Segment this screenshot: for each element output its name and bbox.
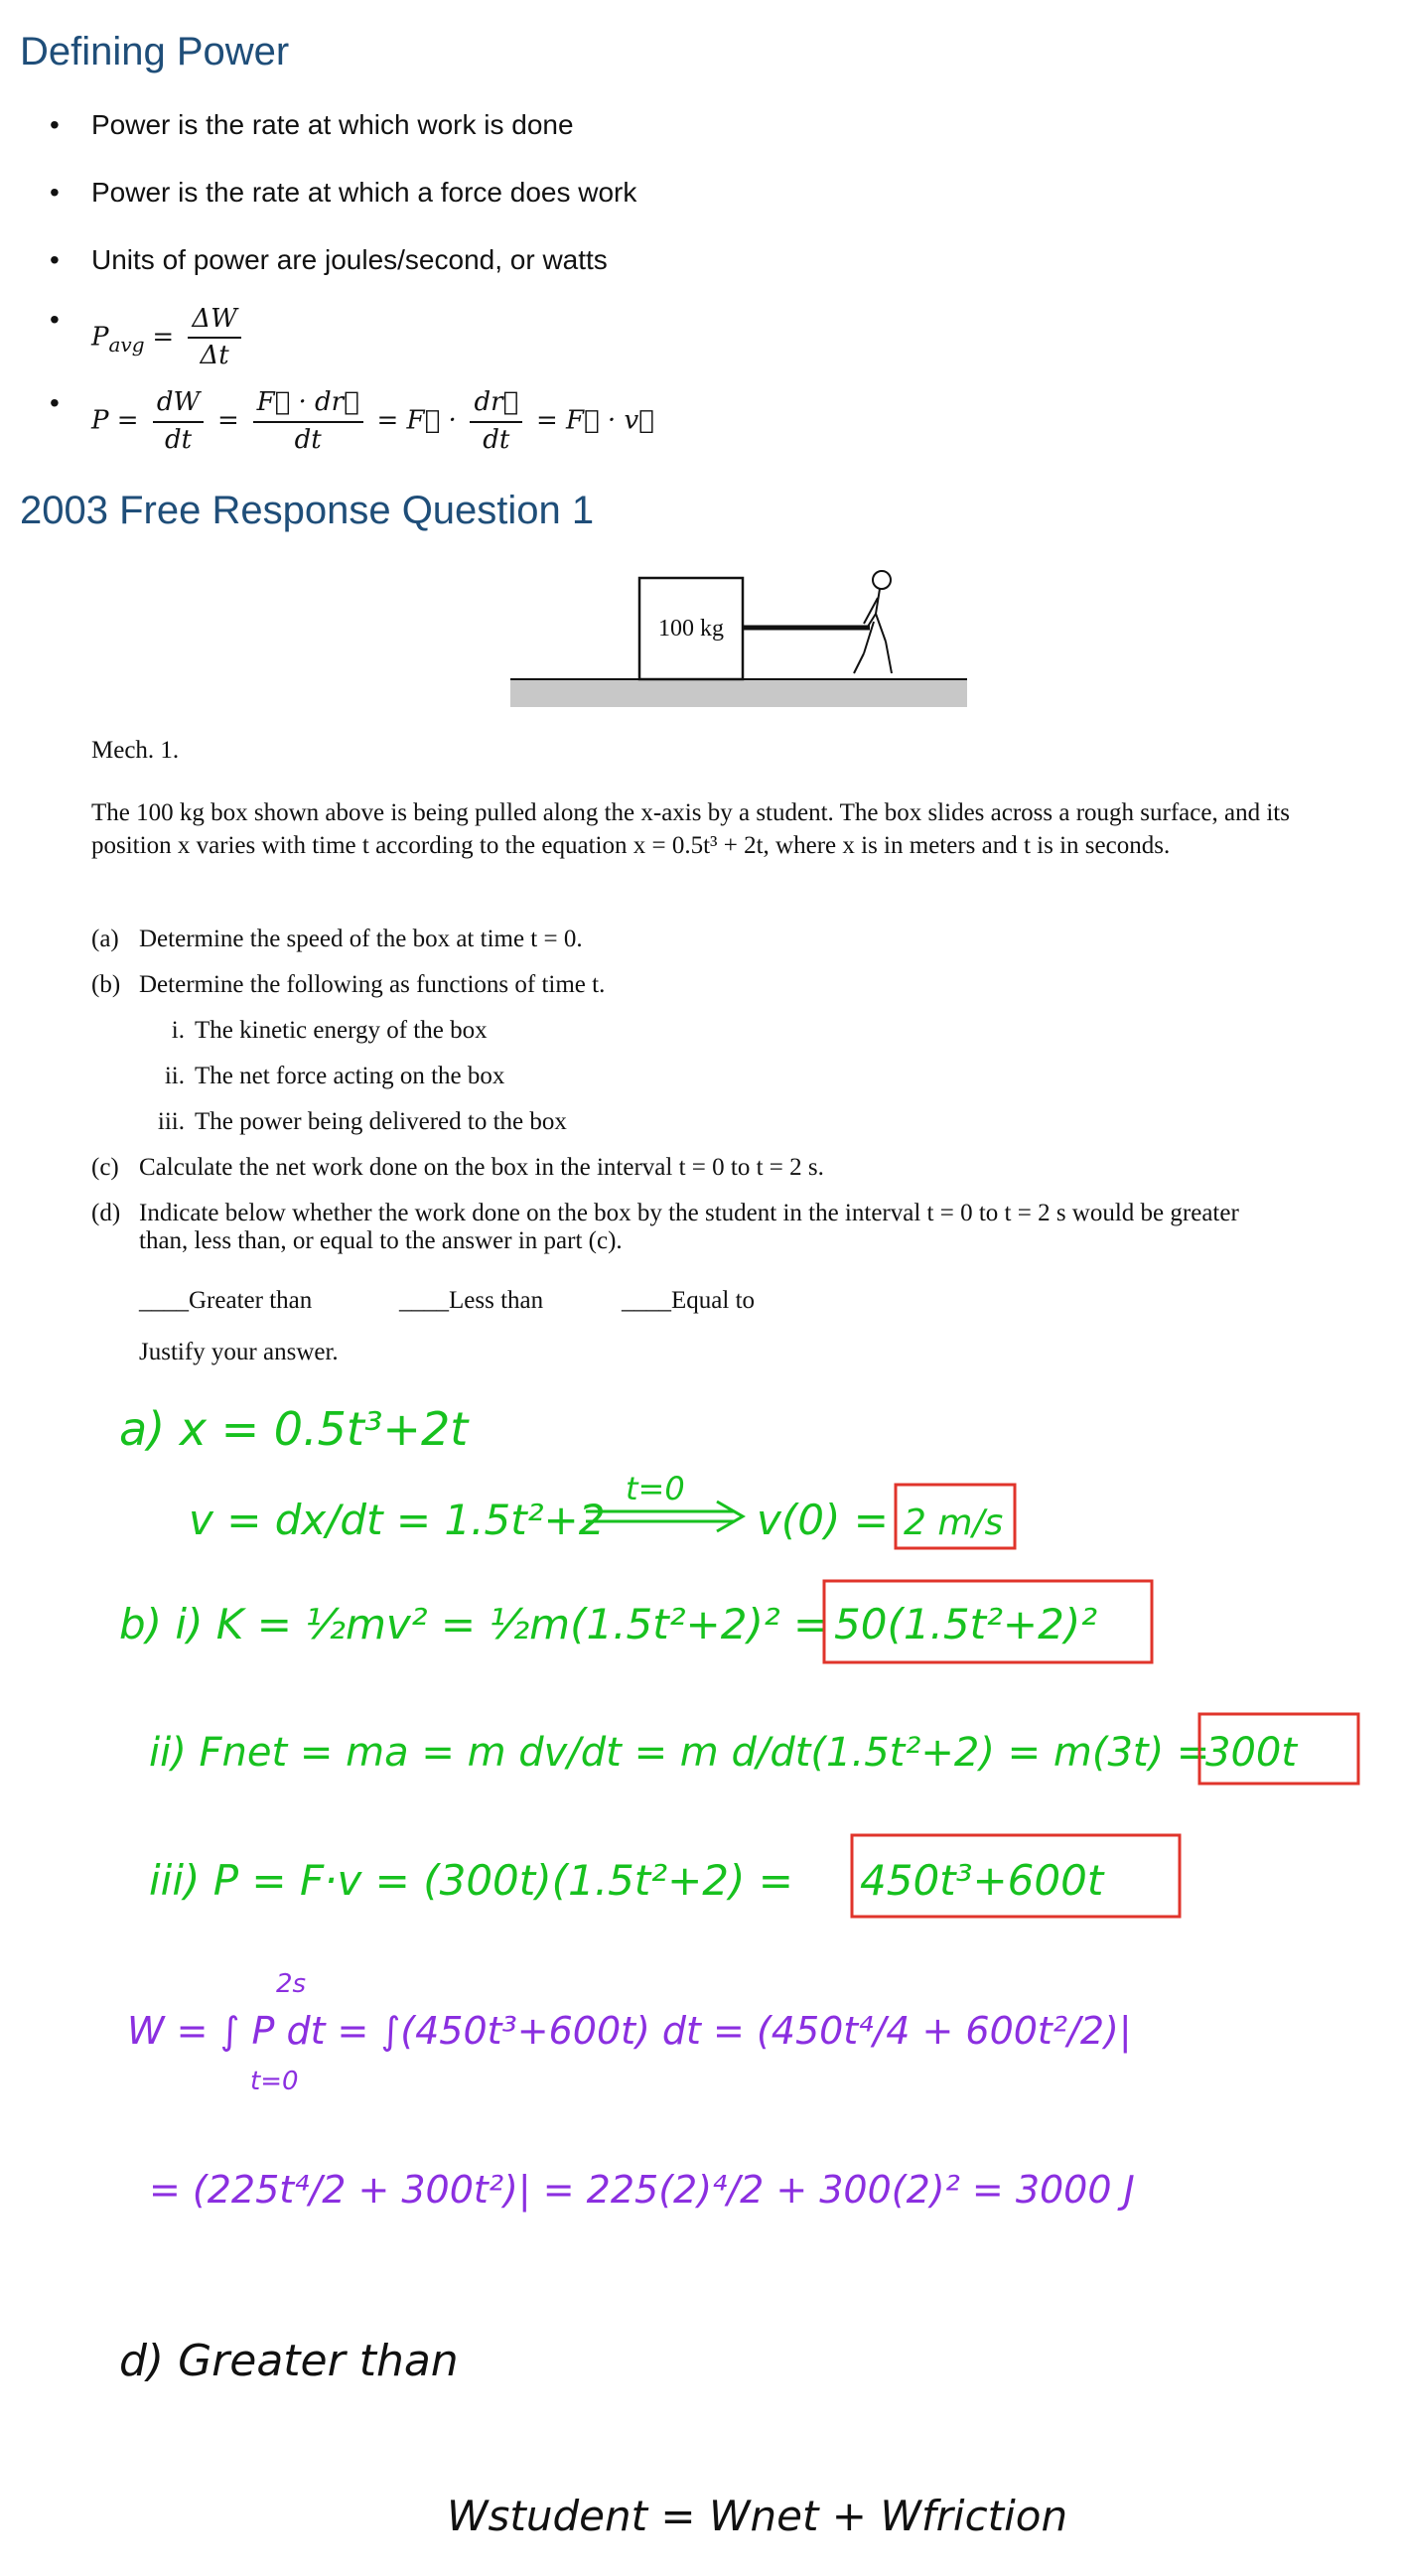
- subpart-label: i.: [171, 1017, 185, 1044]
- section-title-defining-power: Defining Power: [20, 30, 290, 73]
- part-text: Indicate below whether the work done on the box by the student in the interval t = 0 to t = 2 s would be greater: [139, 1200, 1239, 1226]
- equation-power: • P = $\frac{dW}{dt}$ = $\frac{F⃗ \cdot dr⃗}{dt}$ = F⃗ · $\frac{dr⃗}{dt}$ = F⃗ · v⃗: [40, 387, 1331, 455]
- hw-d1: d) Greater than: [119, 2336, 459, 2386]
- eq-lhs: P: [91, 322, 109, 353]
- justify-text: Justify your answer.: [139, 1339, 339, 1365]
- hw-c1: W = ∫ P dt = ∫(450t³+600t) dt = (450t⁴/4 + 600t²/2)|: [127, 2009, 1132, 2053]
- eq-den: dt: [164, 424, 193, 455]
- subpart-label: iii.: [157, 1108, 185, 1135]
- subpart-label: ii.: [164, 1063, 185, 1089]
- hw-b2-answer: 300t: [1205, 1730, 1298, 1776]
- part-label: (c): [91, 1154, 119, 1181]
- part-label: (a): [91, 926, 119, 952]
- part-text-continued: than, less than, or equal to the answer in part (c).: [139, 1227, 623, 1254]
- hw-b3-answer: 450t³+600t: [860, 1856, 1104, 1905]
- choice-greater: ____Greater than: [139, 1287, 313, 1314]
- equation-pavg: • $P_{avg}$ = $\frac{\Delta W}{\Delta t}$: [40, 304, 1331, 371]
- subpart-text: The power being delivered to the box: [195, 1108, 567, 1135]
- eq-num: ΔW: [188, 304, 241, 339]
- eq-num: F⃗ · dr⃗: [253, 387, 363, 422]
- choice-less: ____Less than: [399, 1287, 544, 1314]
- hw-a-result: v(0) =: [757, 1496, 889, 1544]
- hw-a-line1: a) x = 0.5t³+2t: [119, 1402, 469, 1456]
- hw-a-answer: 2 m/s: [904, 1503, 1004, 1543]
- eq-den: dt: [483, 424, 510, 455]
- mech-label: Mech. 1.: [91, 737, 180, 764]
- hw-a-line2: v = dx/dt = 1.5t²+2: [189, 1496, 606, 1544]
- hw-c1-lower: t=0: [250, 2067, 299, 2096]
- section-title-frq: 2003 Free Response Question 1: [20, 489, 595, 532]
- hw-a-arrow-label: t=0: [626, 1470, 685, 1507]
- question-intro: The 100 kg box shown above is being pulled along the x-axis by a student. The box slides across a rough surface, and its position x varies with time t according to the equation x = 0.5t³ + 2t, where x is in meters and t is in seconds.: [91, 799, 1290, 860]
- list-item: • Units of power are joules/second, or watts: [40, 244, 1331, 276]
- subpart-text: The kinetic energy of the box: [195, 1017, 488, 1044]
- eq-den: dt: [294, 424, 322, 455]
- box-label: 100 kg: [658, 616, 724, 642]
- hw-d2: Wstudent = Wnet + Wfriction: [447, 2492, 1068, 2540]
- hw-b3: iii) P = F·v = (300t)(1.5t²+2) =: [149, 1856, 793, 1905]
- eq-lhs: P: [91, 405, 109, 436]
- list-item: • Power is the rate at which work is done: [40, 109, 1331, 141]
- list-item: • Power is the rate at which a force does work: [40, 177, 1331, 209]
- choice-equal: ____Equal to: [622, 1287, 756, 1314]
- eq-mid: F⃗ ·: [406, 405, 457, 436]
- part-label: (d): [91, 1200, 121, 1226]
- hw-b2: ii) Fnet = ma = m dv/dt = m d/dt(1.5t²+2) = m(3t) =: [149, 1730, 1210, 1776]
- subpart-text: The net force acting on the box: [195, 1063, 505, 1089]
- eq-lhs-sub: avg: [108, 333, 145, 358]
- eq-num: dW: [153, 387, 204, 422]
- hw-b1-answer: 50(1.5t²+2)²: [834, 1600, 1098, 1648]
- part-text: Calculate the net work done on the box in the interval t = 0 to t = 2 s.: [139, 1154, 824, 1181]
- part-label: (b): [91, 971, 121, 998]
- eq-den: Δt: [200, 341, 229, 371]
- hw-c1-upper: 2s: [276, 1969, 307, 1999]
- part-text: Determine the speed of the box at time t = 0.: [139, 926, 583, 952]
- eq-end: F⃗ · v⃗: [566, 405, 654, 436]
- part-text: Determine the following as functions of time t.: [139, 971, 606, 998]
- hw-c2: = (225t⁴/2 + 300t²)| = 225(2)⁴/2 + 300(2)² = 3000 J: [149, 2168, 1135, 2212]
- eq-num: dr⃗: [470, 387, 522, 422]
- hw-b1: b) i) K = ½mv² = ½m(1.5t²+2)² =: [119, 1600, 829, 1648]
